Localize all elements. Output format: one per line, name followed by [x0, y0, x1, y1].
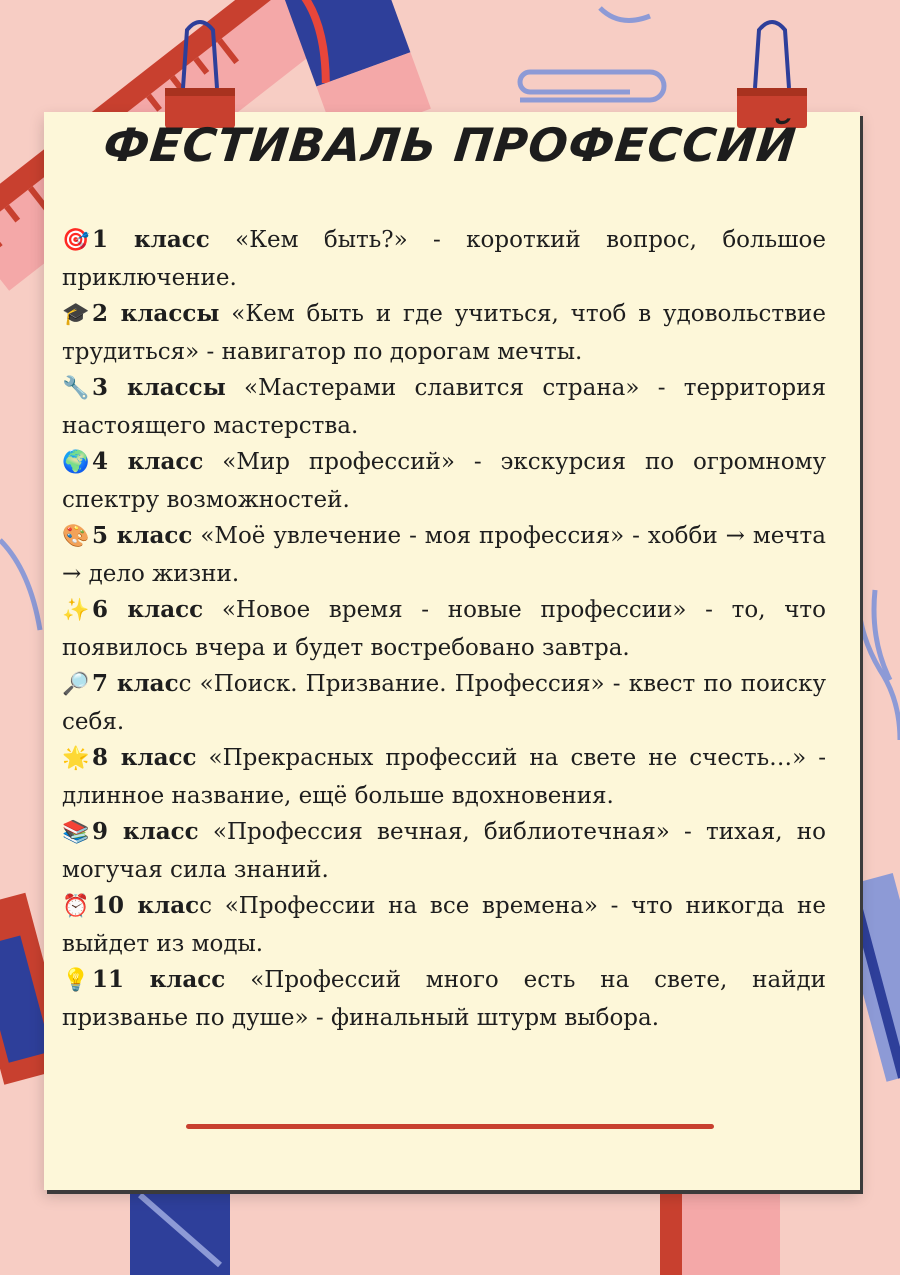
- grade-label: 1 класс: [92, 226, 210, 253]
- item-description: «Профессий много есть на свете, найди призванье по душе» - финальный штурм выбора.: [62, 967, 826, 1031]
- paperclip-top: [520, 8, 664, 100]
- magnifier-icon: 🔎: [62, 672, 90, 697]
- grade-list: [62, 222, 826, 1036]
- grade-label: 10 клас: [92, 892, 200, 919]
- ruler-bottom-right: [660, 1190, 780, 1275]
- star-icon: 🌟: [62, 746, 90, 771]
- list-item: [62, 888, 826, 962]
- globe-icon: 🌍: [62, 450, 90, 475]
- decorative-underline: [186, 1124, 714, 1129]
- target-icon: 🎯: [62, 228, 90, 253]
- graduation-cap-icon: 🎓: [62, 302, 90, 327]
- grade-label: 6 класс: [92, 596, 204, 623]
- item-description: «Прекрасных профессий на свете не счесть…» - длинное название, ещё больше вдохновения.: [62, 745, 826, 809]
- page-title: ФЕСТИВАЛЬ ПРОФЕССИЙ: [100, 118, 800, 172]
- list-item: [62, 370, 826, 444]
- grade-label: 9 класс: [92, 818, 199, 845]
- list-item: [62, 666, 826, 740]
- wrench-icon: 🔧: [62, 376, 90, 401]
- list-item: [62, 296, 826, 370]
- grade-label: 11 класс: [92, 966, 226, 993]
- books-icon: 📚: [62, 820, 90, 845]
- paperclip-right: [858, 560, 900, 740]
- list-item: [62, 962, 826, 1036]
- grade-label: 8 класс: [92, 744, 197, 771]
- grade-label: 3 классы: [92, 374, 226, 401]
- item-description: «Мир профессий» - экскурсия по огромному спектру возможностей.: [62, 449, 827, 513]
- item-description: «Кем быть и где учиться, чтоб в удовольствие трудиться» - навигатор по дорогам мечты.: [62, 301, 826, 365]
- item-description: «Моё увлечение - моя профессия» - хобби → мечта → дело жизни.: [62, 523, 826, 587]
- sparkles-icon: ✨: [62, 598, 90, 623]
- item-description: «Мастерами славится страна» - территория настоящего мастерства.: [62, 375, 826, 439]
- item-description: «Кем быть?» - короткий вопрос, большое приключение.: [62, 227, 826, 291]
- alarm-clock-icon: ⏰: [62, 894, 90, 919]
- palette-icon: 🎨: [62, 524, 90, 549]
- list-item: [62, 814, 826, 888]
- list-item: [62, 222, 826, 296]
- grade-label: 5 класс: [92, 522, 193, 549]
- grade-label: 2 классы: [92, 300, 220, 327]
- list-item: [62, 592, 826, 666]
- item-description: с «Поиск. Призвание. Профессия» - квест по поиску себя.: [62, 671, 827, 735]
- pencil-bottom: [130, 1190, 230, 1275]
- grade-label: 7 клас: [92, 670, 179, 697]
- item-description: «Новое время - новые профессии» - то, что появилось вчера и будет востребовано завтра.: [62, 597, 827, 661]
- paperclip-left: [0, 540, 40, 630]
- light-bulb-icon: 💡: [62, 968, 90, 993]
- item-description: «Профессия вечная, библиотечная» - тихая, но могучая сила знаний.: [62, 819, 826, 883]
- list-item: [62, 518, 826, 592]
- binder-clip-left-icon: [163, 18, 237, 128]
- item-description: с «Профессии на все времена» - что никогда не выйдет из моды.: [62, 893, 826, 957]
- list-item: [62, 740, 826, 814]
- binder-clip-right-icon: [735, 18, 809, 128]
- list-item: [62, 444, 826, 518]
- grade-label: 4 класс: [92, 448, 204, 475]
